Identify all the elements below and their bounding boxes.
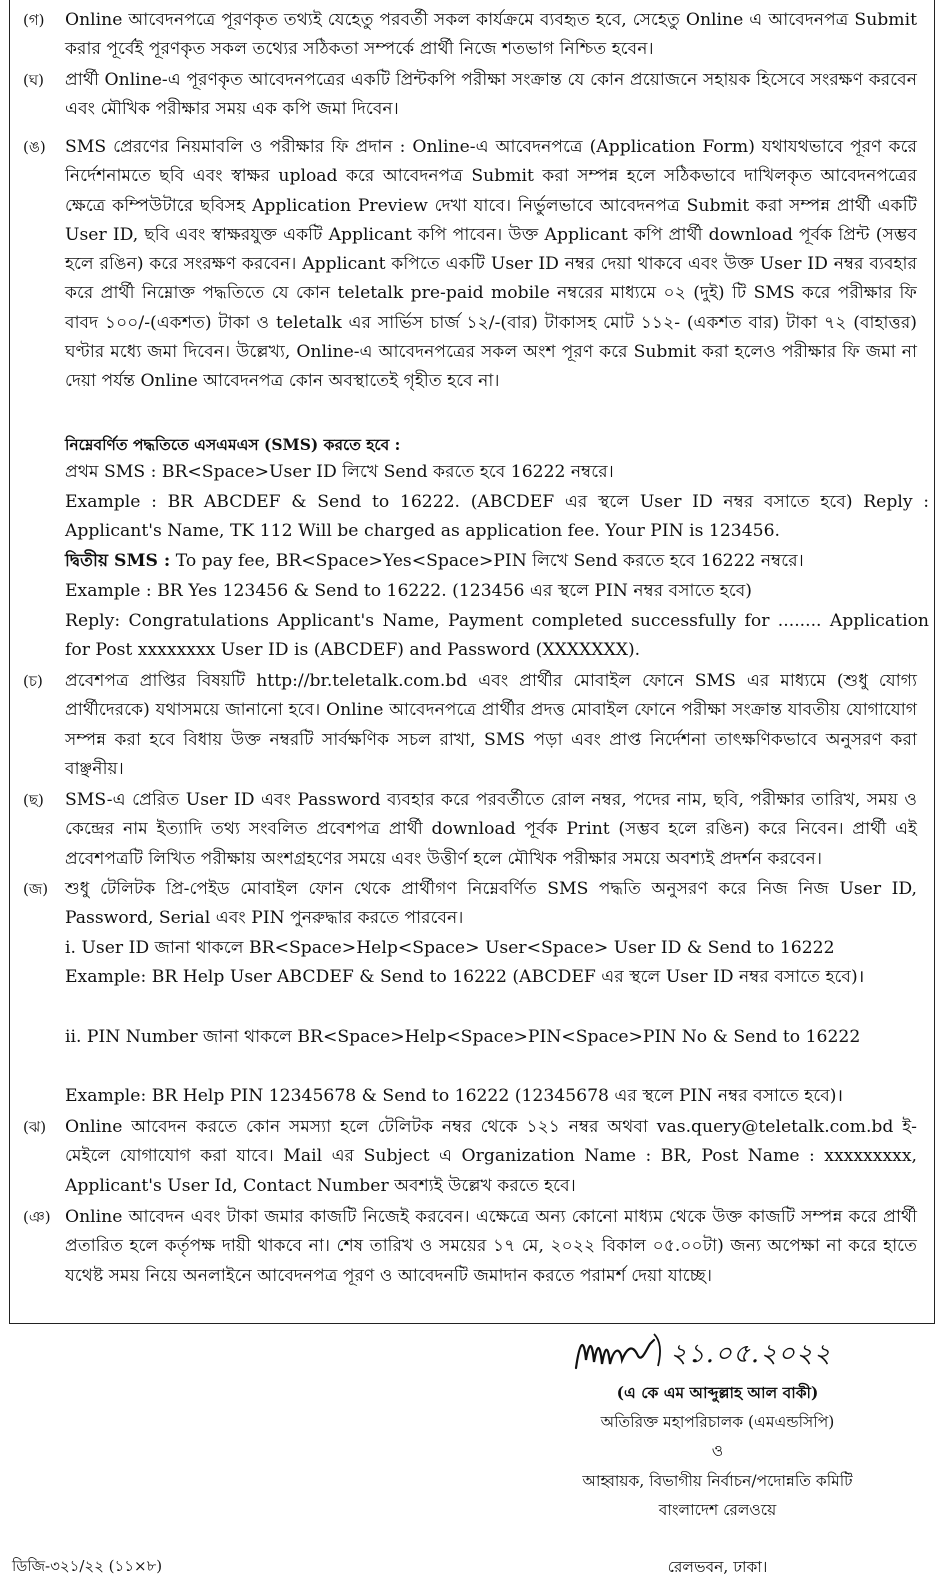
item-label: (ছ) — [23, 791, 44, 809]
sms-example-1: Example : BR ABCDEF & Send to 16222. (ABCDEF এর স্থলে User ID নম্বর বসাতে হবে) Reply : Applicant's Name, TK 112 Will be charged as application fee. Your PIN is 123456. — [65, 492, 929, 542]
item-text: Online আবেদন এবং টাকা জমার কাজটি নিজেই করবেন। এক্ষেত্রে অন্য কোনো মাধ্যম থেকে উক্ত কাজটি সম্পন্ন করে প্রার্থী প্রতারিত হলে কর্তৃপক্ষ দায়ী থাকবে না। শেষ তারিখ ও সময়ের ১৭ মে, ২০২২ বিকাল ০৫.০০টা) জন্য অপেক্ষা না করে হাতে যথেষ্ট সময় নিয়ে অনলাইনে আবেদনপত্র পূরণ ও আবেদনটি জমাদান করতে পরামর্শ দেয়া যাচ্ছে। — [65, 1207, 917, 1286]
signatory-place: রেলভবন, ঢাকা। — [667, 1558, 768, 1576]
item-text: প্রার্থী Online-এ পূরণকৃত আবেদনপত্রের একটি প্রিন্টকপি পরীক্ষা সংক্রান্ত যে কোন প্রয়োজনে সহায়ক হিসেবে সংরক্ষণ করবেন এবং মৌখিক পরীক্ষার সময় এক কপি জমা দিবেন। — [65, 70, 917, 120]
signatory-name: (এ কে এম আব্দুল্লাহ আল বাকী) — [616, 1383, 819, 1402]
signatory-designation: অতিরিক্ত মহাপরিচালক (এমএন্ডসিপি) — [600, 1413, 835, 1431]
signatory-and: ও — [711, 1442, 724, 1460]
item-label: (জ) — [23, 880, 49, 898]
signatory-role: আহ্বায়ক, বিভাগীয় নির্বাচন/পদোন্নতি কমিটি — [582, 1472, 853, 1490]
item-text: শুধু টেলিটক প্রি-পেইড মোবাইল ফোন থেকে প্রার্থীগণ নিম্নেবর্ণিত SMS পদ্ধতি অনুসরণ করে নিজ নিজ User ID, Password, Serial এবং PIN পুনরুদ্ধার করতে পারবেন। — [65, 879, 917, 929]
item-text: SMS-এ প্রেরিত User ID এবং Password ব্যবহার করে পরবর্তীতে রোল নম্বর, পদের নাম, ছবি, পরীক্ষার তারিখ, সময় ও কেন্দ্রের নাম ইত্যাদি তথ্য সংবলিত প্রবেশপত্র প্রার্থী download পূর্বক Print (সম্ভব হলে রঙিন) করে নিবেন। প্রার্থী এই প্রবেশপত্রটি লিখিত পরীক্ষায় অংশগ্রহণের সময়ে এবং উত্তীর্ণ হলে মৌখিক পরীক্ষার সময়ে অবশ্যই প্রদর্শন করবেন। — [65, 790, 917, 869]
recovery-user-id-example: Example: BR Help User ABCDEF & Send to 16222 (ABCDEF এর স্থলে User ID নম্বর বসাতে হবে)। — [65, 967, 865, 987]
item-text: SMS প্রেরণের নিয়মাবলি ও পরীক্ষার ফি প্রদান : Online-এ আবেদনপত্রে (Application Form) যথাযথভাবে পূরণ করে নির্দেশনামতে ছবি এবং স্বাক্ষর upload করে আবেদনপত্র Submit করা সম্পন্ন হলে সঠিকভাবে দাখিলকৃত আবেদনপত্রের ক্ষেত্রে কম্পিউটারে ছবিসহ Application Preview দেখা যাবে। নির্ভুলভাবে আবেদনপত্র Submit করা সম্পন্ন প্রার্থী একটি User ID, ছবি এবং স্বাক্ষরযুক্ত একটি Applicant কপি পাবেন। উক্ত Applicant কপি প্রার্থী download পূর্বক প্রিন্ট (সম্ভব হলে রঙিন) করে সংরক্ষণ করবেন। Applicant কপিতে একটি User ID নম্বর দেয়া থাকবে এবং উক্ত User ID নম্বর ব্যবহার করে প্রার্থী নিম্নোক্ত পদ্ধতিতে যে কোন teletalk pre-paid mobile নম্বরের মাধ্যমে ০২ (দুই) টি SMS করে পরীক্ষার ফি বাবদ ১০০/-(একশত) টাকা ও teletalk এর সার্ভিস চার্জ ১২/-(বার) টাকাসহ মোট ১১২- (একশত বার) টাকা ৭২ (বাহাত্তর) ঘণ্টার মধ্যে জমা দিবেন। উল্লেখ্য, Online-এ আবেদনপত্রের সকল অংশ পূরণ করে Submit করা হলেও পরীক্ষার ফি জমা না দেয়া পর্যন্ত Online আবেদনপত্র কোন অবস্থাতেই গৃহীত হবে না। — [65, 137, 917, 392]
signature-date: ২১.০৫.২০২২ — [670, 1339, 832, 1369]
sms-heading: নিম্নেবর্ণিত পদ্ধতিতে এসএমএস (SMS) করতে হবে : — [65, 435, 401, 454]
item-text: প্রবেশপত্র প্রাপ্তির বিষয়টি http://br.teletalk.com.bd এবং প্রার্থীর মোবাইল ফোনে SMS এর মাধ্যমে (শুধু যোগ্য প্রার্থীদেরকে) যথাসময়ে জানানো হবে। Online আবেদনপত্রে প্রার্থীর প্রদত্ত মোবাইল ফোনে পরীক্ষা সংক্রান্ত যাবতীয় যোগাযোগ সম্পন্ন করা হবে বিধায় উক্ত নম্বরটি সার্বক্ষণিক সচল রাখা, SMS পড়া এবং প্রাপ্ত নির্দেশনা তাৎক্ষণিকভাবে অনুসরণ করা বাঞ্ছনীয়। — [65, 671, 917, 779]
recovery-pin-example: Example: BR Help PIN 12345678 & Send to 16222 (12345678 এর স্থলে PIN নম্বর বসাতে হবে)। — [65, 1086, 844, 1106]
item-label: (ঙ) — [23, 138, 46, 156]
sms-example-2: Example : BR Yes 123456 & Send to 16222. (123456 এর স্থলে PIN নম্বর বসাতে হবে) — [65, 581, 753, 601]
sms-second — [65, 547, 929, 576]
item-text: Online আবেদনপত্রে পূরণকৃত তথ্যই যেহেতু পরবর্তী সকল কার্যক্রমে ব্যবহৃত হবে, সেহেতু Online এ আবেদনপত্র Submit করার পূর্বেই পূরণকৃত সকল তথ্যের সঠিকতা সম্পর্কে প্রার্থী নিজে শতভাগ নিশ্চিত হবেন। — [65, 10, 917, 60]
signatory-org: বাংলাদেশ রেলওয়ে — [658, 1501, 777, 1519]
item-label: (চ) — [23, 672, 43, 690]
item-label: (গ) — [23, 11, 45, 29]
sms-reply-2: Reply: Congratulations Applicant's Name, Payment completed successfully for ........ Application for Post xxxxxxxx User ID is (ABCDEF) and Password (XXXXXXX). — [65, 611, 929, 661]
item-label: (ঘ) — [23, 71, 44, 89]
recovery-user-id: i. User ID জানা থাকলে BR<Space>Help<Space> User<Space> User ID & Send to 16222 — [65, 938, 835, 958]
item-label: (ঞ) — [23, 1208, 51, 1226]
item-text: Online আবেদন করতে কোন সমস্যা হলে টেলিটক নম্বর থেকে ১২১ নম্বর অথবা vas.query@teletalk.com.bd ই-মেইলে যোগাযোগ করা যাবে। Mail এর Subject এ Organization Name : BR, Post Name : xxxxxxxxx, Applicant's User Id, Contact Number অবশ্যই উল্লেখ করতে হবে। — [65, 1117, 917, 1196]
footer-reference: ডিজি-৩২১/২২ (১১×৮) — [12, 1557, 163, 1575]
sms-first: প্রথম SMS : BR<Space>User ID লিখে Send করতে হবে 16222 নম্বরে। — [65, 462, 614, 482]
item-label: (ঝ) — [23, 1118, 47, 1136]
sms-second-label: দ্বিতীয় SMS : — [65, 551, 171, 571]
sms-second-text: To pay fee, BR<Space>Yes<Space>PIN লিখে Send করতে হবে 16222 নম্বরে। — [170, 551, 804, 571]
recovery-pin: ii. PIN Number জানা থাকলে BR<Space>Help<Space>PIN<Space>PIN No & Send to 16222 — [65, 1027, 861, 1047]
